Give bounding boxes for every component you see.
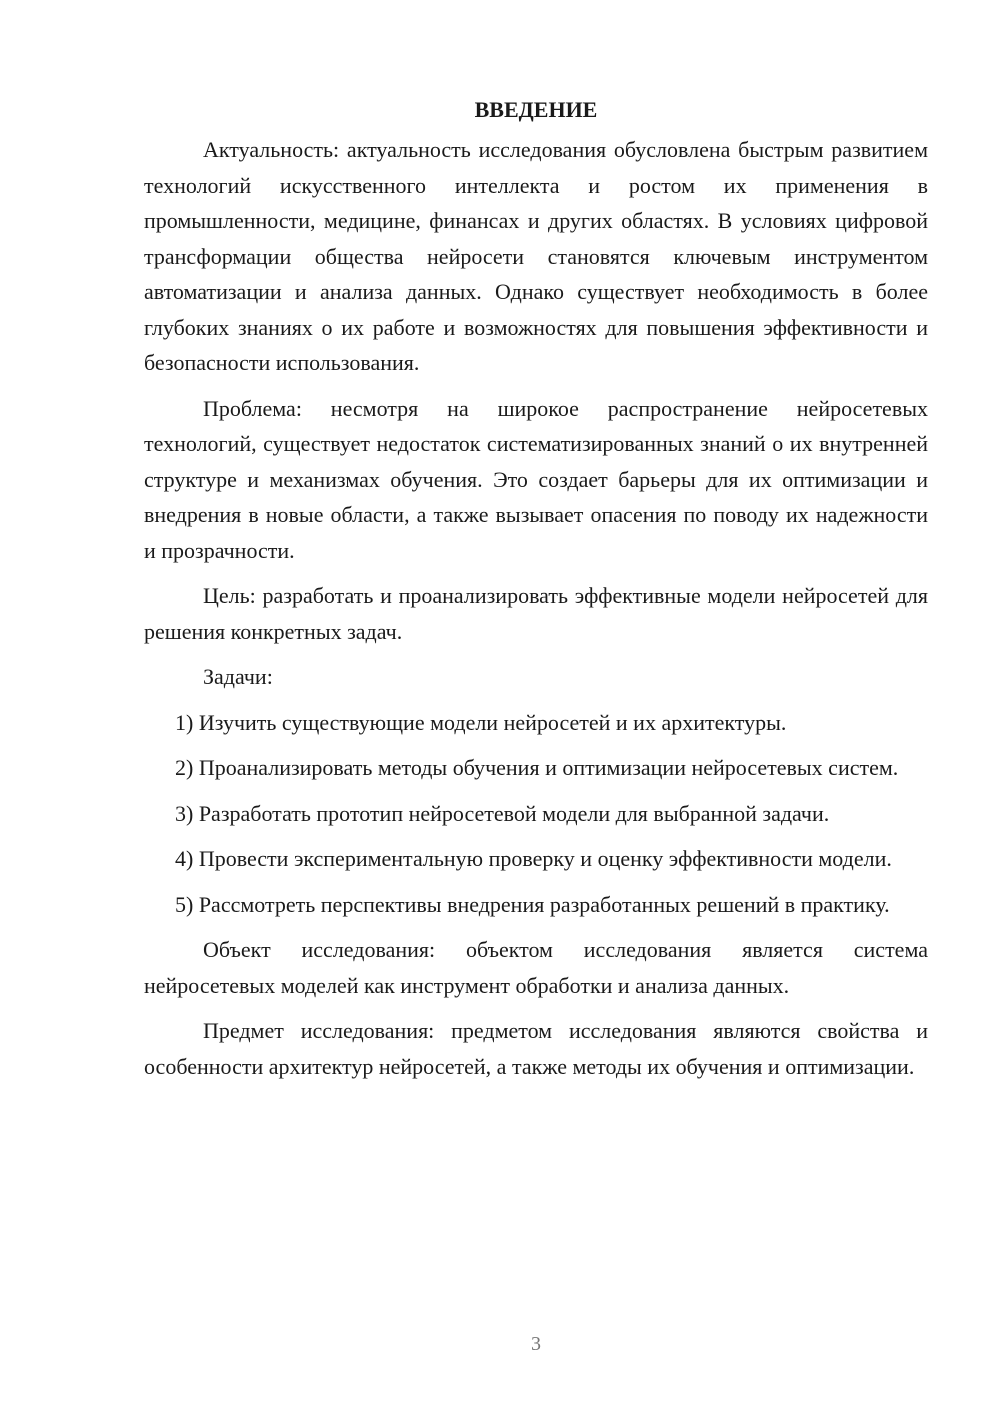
paragraph-problem: Проблема: несмотря на широкое распространение нейросетевых технологий, существует недостаток систематизированных знаний о их внутренней структуре и механизмах обучения. Это создает барьеры для их оптимизации и внедрения в новые области, а также вызывает опасения по поводу их надежности и прозрачности.	[144, 395, 928, 563]
task-item-5: 5) Рассмотреть перспективы внедрения разработанных решений в практику.	[175, 891, 890, 917]
section-title: ВВЕДЕНИЕ	[474, 97, 598, 122]
page-number: 3	[531, 1333, 541, 1355]
task-item-4: 4) Провести экспериментальную проверку и оценку эффективности модели.	[175, 846, 892, 871]
task-item-1: 1) Изучить существующие модели нейросетей и их архитектуры.	[175, 709, 787, 735]
paragraph-relevance: Актуальность: актуальность исследования обусловлена быстрым развитием технологий искусственного интеллекта и ростом их применения в промышленности, медицине, финансах и других областях. В условиях цифровой трансформации общества нейросети становятся ключевым инструментом автоматизации и анализа данных. Однако существует необходимость в более глубоких знаниях о их работе и возможностях для повышения эффективности и безопасности использования.	[144, 137, 928, 375]
tasks-heading: Задачи:	[203, 664, 273, 689]
task-item-2: 2) Проанализировать методы обучения и оптимизации нейросетевых систем.	[175, 755, 899, 780]
document-page	[144, 92, 928, 1094]
paragraph-object: Объект исследования: объектом исследования является система нейросетевых моделей как инструмент обработки и анализа данных.	[144, 937, 928, 998]
paragraph-goal: Цель: разработать и проанализировать эффективные модели нейросетей для решения конкретных задач.	[144, 583, 928, 644]
paragraph-subject: Предмет исследования: предметом исследования являются свойства и особенности архитектур нейросетей, а также методы их обучения и оптимизации.	[144, 1018, 928, 1079]
task-item-3: 3) Разработать прототип нейросетевой модели для выбранной задачи.	[175, 800, 830, 826]
